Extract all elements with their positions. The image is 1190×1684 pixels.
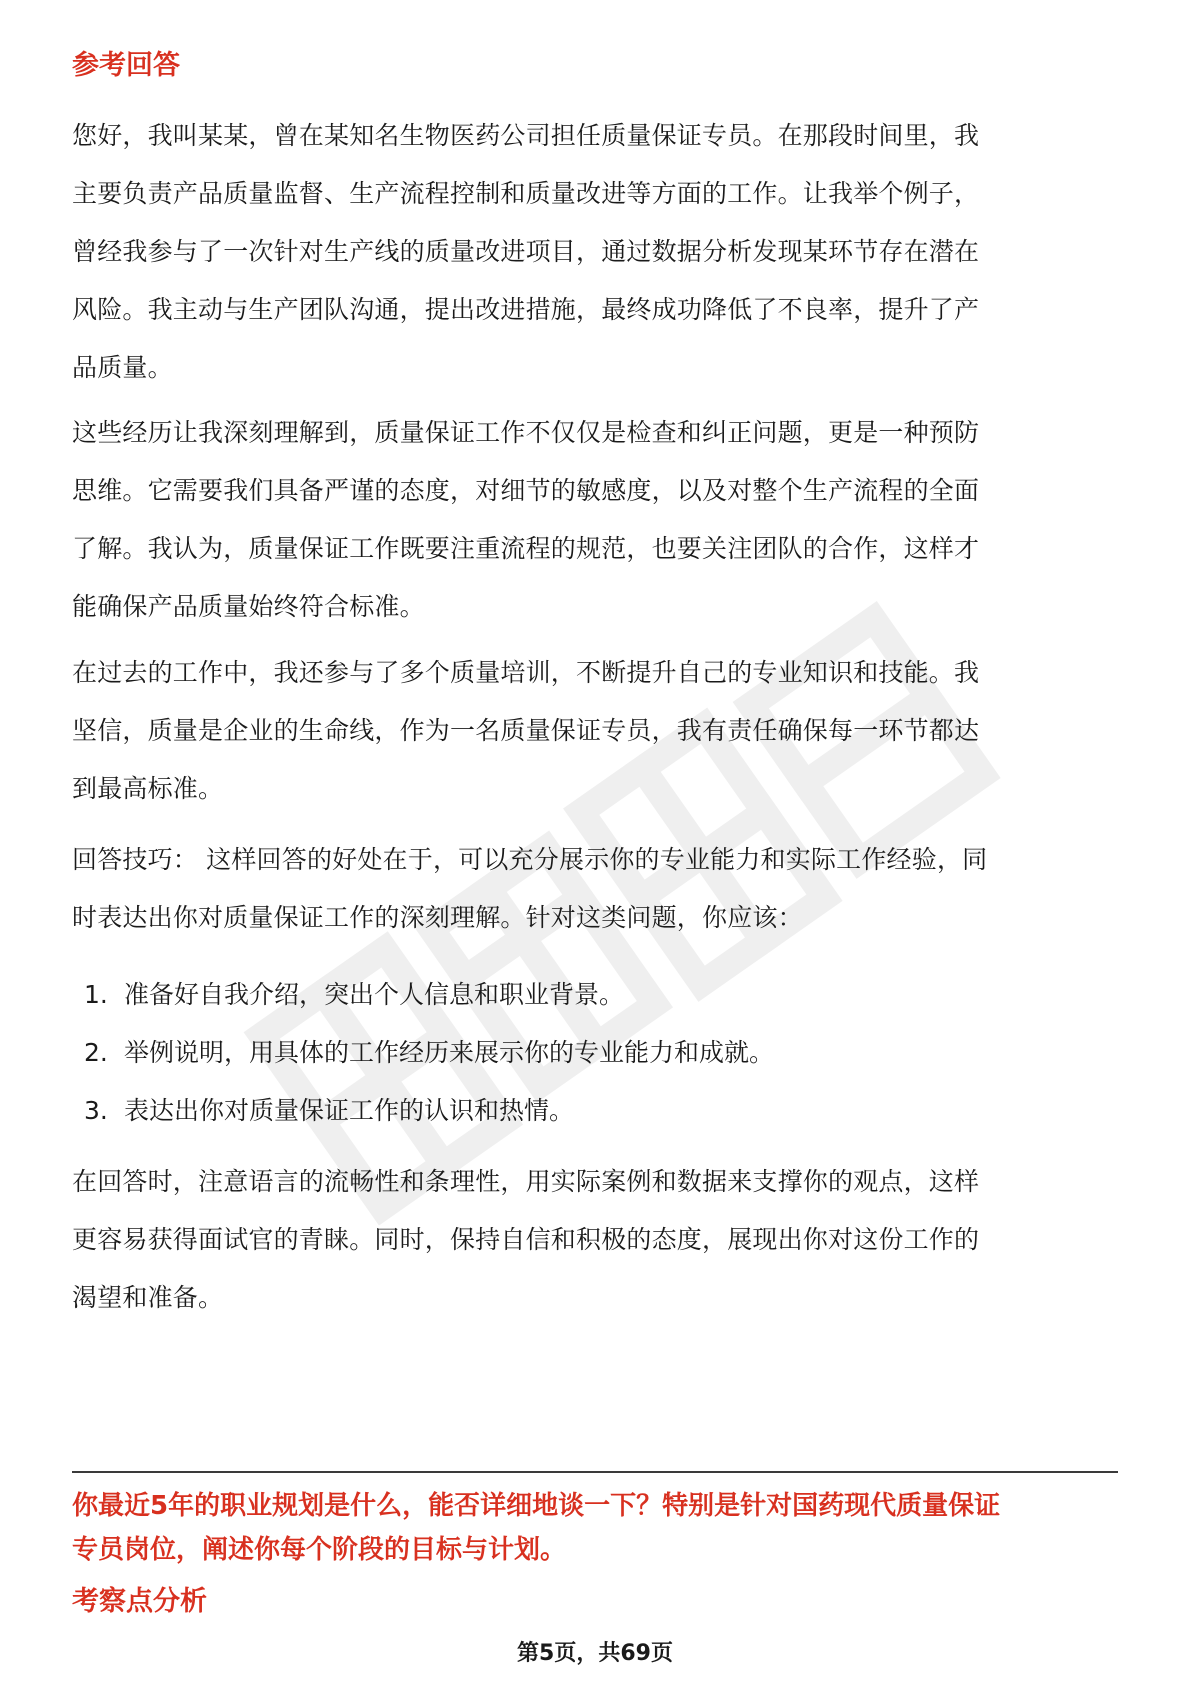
text-line: 更容易获得面试官的青睐。同时，保持自信和积极的态度，展现出你对这份工作的	[72, 1225, 980, 1254]
tips-list	[72, 966, 1118, 1140]
answer-paragraph-3	[72, 644, 1118, 818]
text-line: 这些经历让我深刻理解到，质量保证工作不仅仅是检查和纠正问题，更是一种预防	[72, 418, 980, 447]
list-text: 表达出你对质量保证工作的认识和热情。	[124, 1096, 575, 1125]
text-line: 能确保产品质量始终符合标准。	[72, 592, 425, 621]
text-line: 回答技巧： 这样回答的好处在于，可以充分展示你的专业能力和实际工作经验，同	[72, 845, 988, 874]
list-number: 3.	[84, 1096, 108, 1125]
question-line: 你最近5年的职业规划是什么，能否详细地谈一下？特别是针对国药现代质量保证	[72, 1491, 1001, 1521]
answer-paragraph-2	[72, 404, 1118, 636]
text-line: 风险。我主动与生产团队沟通，提出改进措施，最终成功降低了不良率，提升了产	[72, 295, 980, 324]
text-line: 到最高标准。	[72, 774, 224, 803]
text-line: 了解。我认为，质量保证工作既要注重流程的规范，也要关注团队的合作，这样才	[72, 534, 980, 563]
text-line: 在回答时，注意语言的流畅性和条理性，用实际案例和数据来支撑你的观点，这样	[72, 1167, 980, 1196]
text-line: 品质量。	[72, 353, 173, 382]
page-number: 第5页，共69页	[517, 1641, 673, 1666]
answer-paragraph-1	[72, 107, 1118, 397]
list-text: 举例说明，用具体的工作经历来展示你的专业能力和成就。	[124, 1038, 775, 1067]
list-item	[72, 966, 1118, 1024]
section-divider	[72, 1471, 1118, 1473]
section-heading-reference-answer: 参考回答	[72, 50, 180, 81]
page-content	[72, 0, 1118, 1684]
next-question	[72, 1484, 1118, 1572]
text-line: 时表达出你对质量保证工作的深刻理解。针对这类问题，你应该：	[72, 903, 803, 932]
text-line: 主要负责产品质量监督、生产流程控制和质量改进等方面的工作。让我举个例子，	[72, 179, 980, 208]
answer-tips	[72, 831, 1118, 947]
question-line: 专员岗位，阐述你每个阶段的目标与计划。	[72, 1535, 567, 1565]
list-item	[72, 1024, 1118, 1082]
list-item	[72, 1082, 1118, 1140]
answer-paragraph-4	[72, 1153, 1118, 1327]
text-line: 曾经我参与了一次针对生产线的质量改进项目，通过数据分析发现某环节存在潜在	[72, 237, 980, 266]
text-line: 渴望和准备。	[72, 1283, 224, 1312]
list-number: 2.	[84, 1038, 108, 1067]
text-line: 在过去的工作中，我还参与了多个质量培训，不断提升自己的专业知识和技能。我	[72, 658, 980, 687]
section-heading-analysis: 考察点分析	[72, 1586, 207, 1617]
list-text: 准备好自我介绍，突出个人信息和职业背景。	[124, 980, 625, 1009]
list-number: 1.	[84, 980, 108, 1009]
text-line: 坚信，质量是企业的生命线，作为一名质量保证专员，我有责任确保每一环节都达	[72, 716, 980, 745]
text-line: 您好，我叫某某，曾在某知名生物医药公司担任质量保证专员。在那段时间里，我	[72, 121, 980, 150]
text-line: 思维。它需要我们具备严谨的态度，对细节的敏感度，以及对整个生产流程的全面	[72, 476, 980, 505]
